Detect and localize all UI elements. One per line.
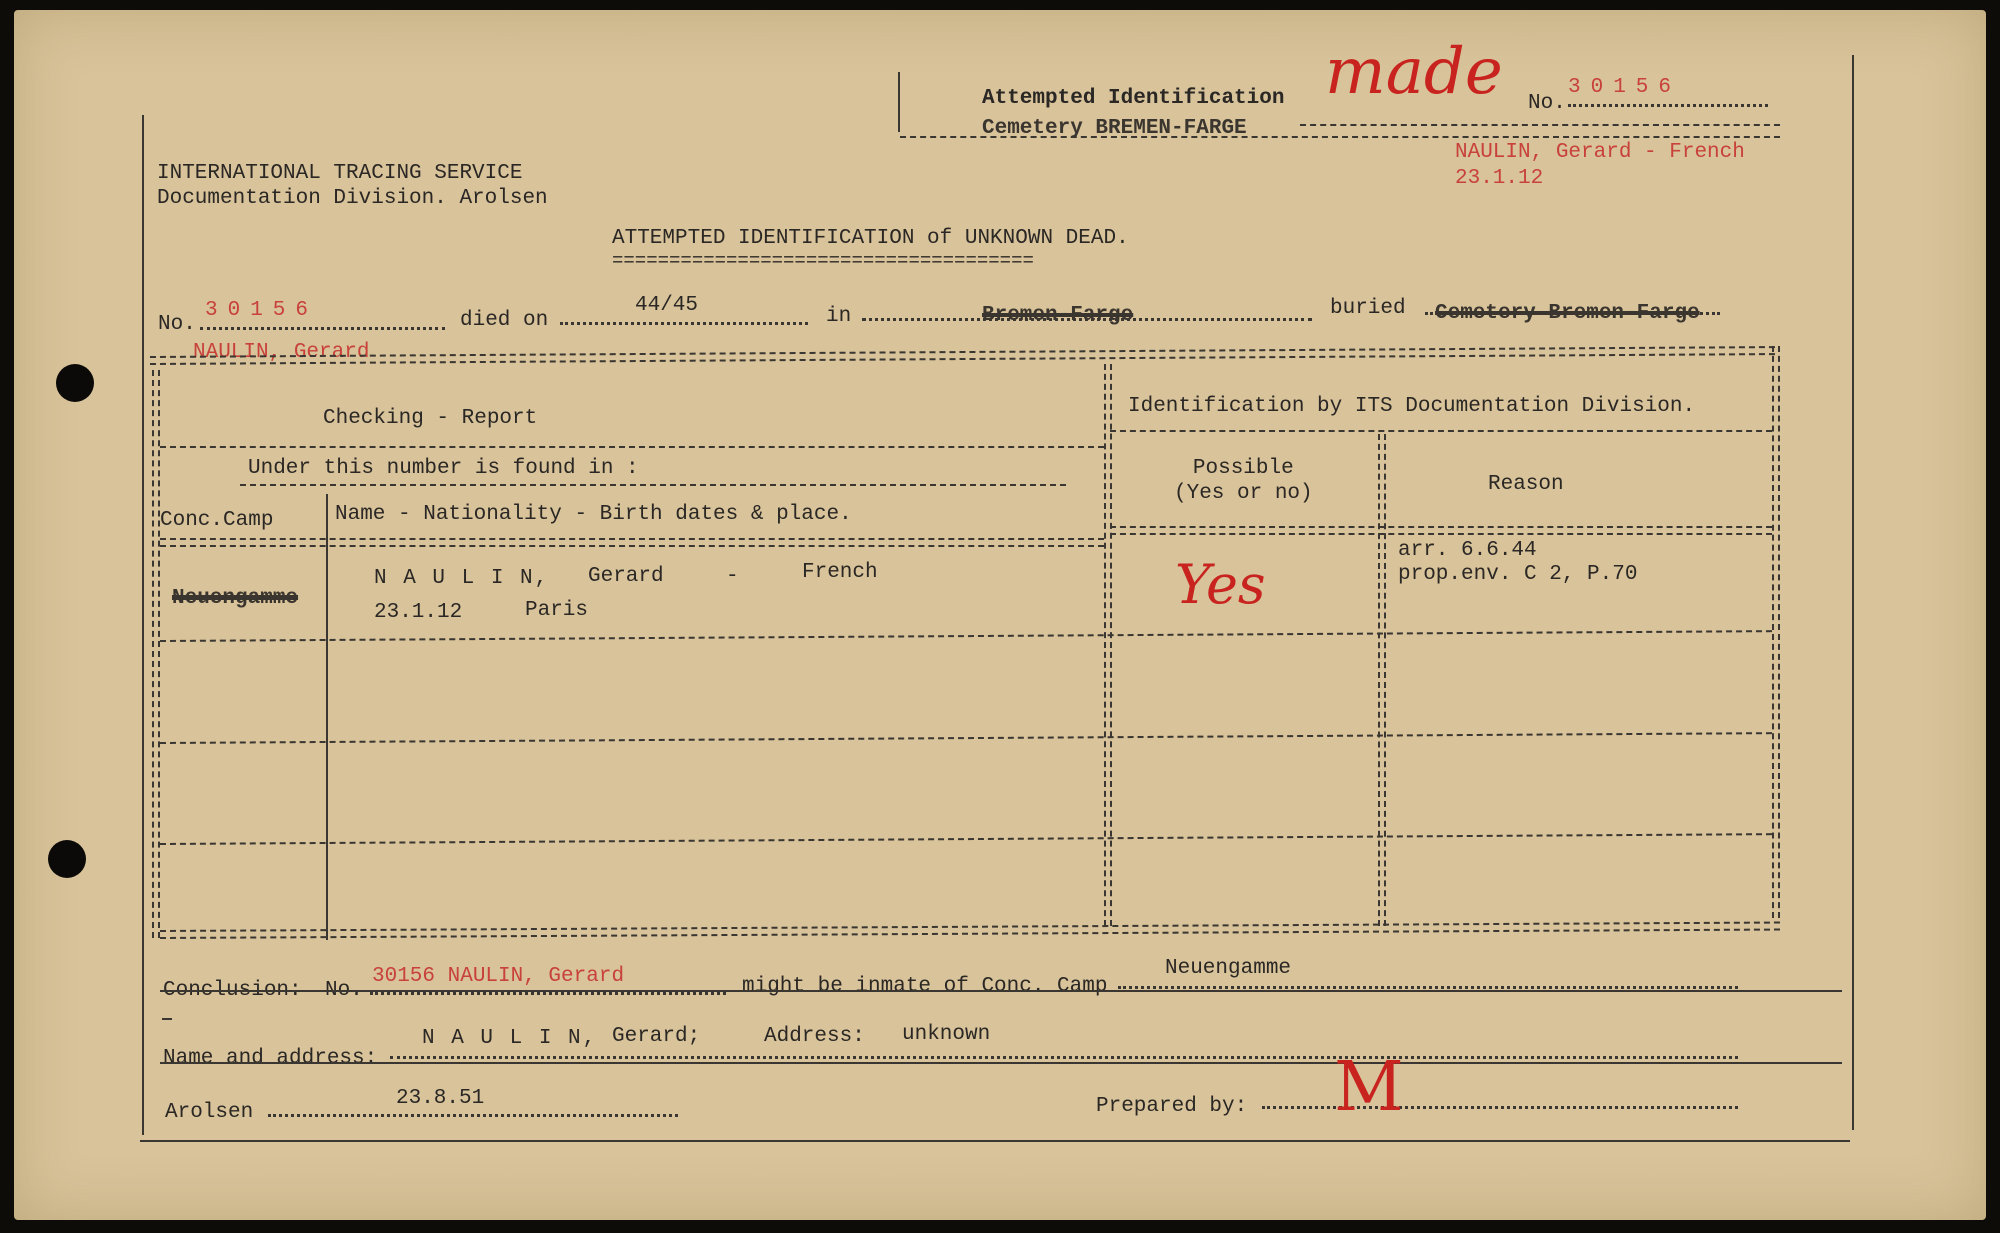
arolsen-label: Arolsen	[165, 1101, 254, 1124]
left-border	[142, 115, 144, 1135]
prepared-by-signature: M	[1334, 1048, 1404, 1127]
row-1-birth-date: 23.1.12	[374, 601, 463, 624]
row-1-camp: Neuengamme	[172, 587, 299, 610]
in-value: Bremen-Farge	[982, 304, 1134, 327]
header-no-dots	[1568, 104, 1768, 107]
possible-header: Possible (Yes or no)	[1174, 457, 1313, 506]
record-no-label: No.	[158, 313, 196, 336]
prepared-by-label: Prepared by:	[1096, 1095, 1248, 1118]
died-on-dots	[560, 322, 808, 325]
reason-header: Reason	[1488, 473, 1564, 496]
cemetery-label: Cemetery BREMEN-FARGE	[982, 117, 1247, 140]
column-header-underline-right	[1110, 526, 1772, 535]
conclusion-might-be: might be inmate of Conc. Camp	[742, 975, 1108, 998]
document-title: ATTEMPTED IDENTIFICATION of UNKNOWN DEAD.	[612, 227, 1129, 250]
died-on-value: 44/45	[635, 294, 699, 317]
address-label: Address:	[764, 1025, 865, 1048]
address-value: unknown	[902, 1023, 991, 1046]
name-address-dots	[390, 1056, 1738, 1059]
row-1-name: N A U L I N,	[374, 567, 550, 590]
name-address-rule	[160, 1062, 1842, 1064]
row-1-reason-line-1: arr. 6.6.44	[1398, 539, 1537, 562]
header-box-underline	[900, 136, 1780, 138]
died-on-label: died on	[460, 309, 549, 332]
conclusion-camp: Neuengamme	[1165, 957, 1292, 980]
conclusion-no-dots	[370, 992, 726, 995]
arolsen-dots	[268, 1114, 678, 1117]
header-no-label: No.	[1528, 92, 1566, 115]
conclusion-no-value: 30156 NAULIN, Gerard	[372, 965, 625, 988]
conclusion-label: Conclusion:	[163, 979, 302, 1002]
column-header-underline-left	[160, 538, 1104, 547]
under-this-number-header: Under this number is found in :	[248, 457, 639, 480]
header-box-left	[898, 72, 900, 132]
record-red-name: NAULIN, Gerard	[193, 341, 370, 364]
punch-hole-top	[56, 364, 94, 402]
header-red-date: 23.1.12	[1455, 167, 1544, 190]
record-no-value: 30156	[205, 299, 319, 322]
table-divider-camp	[326, 494, 328, 940]
header-underline	[1300, 124, 1780, 126]
document-title-underline: =====================================	[612, 250, 1034, 272]
row-1-first-name: Gerard	[588, 565, 664, 588]
bottom-border	[140, 1140, 1850, 1142]
row-1-birth-place: Paris	[525, 599, 589, 622]
under-number-underline	[240, 484, 1066, 486]
conclusion-no-label: No.	[325, 979, 363, 1002]
attempted-identification-label: Attempted Identification	[982, 87, 1285, 110]
right-border	[1852, 55, 1854, 1130]
checking-report-header: Checking - Report	[323, 407, 538, 430]
record-no-dots	[200, 327, 445, 330]
row-1-possible: Yes	[1175, 553, 1266, 616]
table-divider-reason	[1378, 434, 1386, 926]
table-left-border	[152, 370, 160, 938]
made-annotation: made	[1325, 35, 1503, 109]
conclusion-rule	[160, 990, 1842, 992]
conclusion-camp-dots	[1118, 986, 1738, 989]
header-no-value: 30156	[1568, 76, 1682, 99]
arolsen-date: 23.8.51	[396, 1087, 485, 1110]
its-line-2: Documentation Division. Arolsen	[157, 187, 548, 210]
checking-report-underline	[160, 446, 1104, 448]
row-1-reason-line-2: prop.env. C 2, P.70	[1398, 563, 1638, 586]
its-line-1: INTERNATIONAL TRACING SERVICE	[157, 162, 523, 185]
conclusion-name-value: N A U L I N,	[422, 1027, 598, 1050]
in-label: in	[826, 305, 852, 328]
identification-header: Identification by ITS Documentation Division.	[1128, 395, 1696, 418]
conclusion-dash-mark	[162, 1018, 172, 1020]
conc-camp-header: Conc.Camp	[160, 509, 274, 532]
identification-underline	[1110, 430, 1772, 432]
punch-hole-bottom	[48, 840, 86, 878]
table-divider-main	[1104, 364, 1112, 926]
buried-value: Cemetery Bremen-Farge	[1435, 302, 1700, 325]
buried-label: buried	[1330, 297, 1406, 320]
name-header: Name - Nationality - Birth dates & place.	[335, 503, 852, 526]
header-red-name: NAULIN, Gerard - French	[1455, 141, 1745, 164]
conclusion-first-name: Gerard;	[612, 1025, 701, 1048]
row-1-nationality: French	[802, 561, 878, 584]
name-address-label: Name and address:	[163, 1047, 378, 1070]
row-1-dash: -	[726, 565, 739, 588]
table-right-border	[1772, 346, 1780, 918]
